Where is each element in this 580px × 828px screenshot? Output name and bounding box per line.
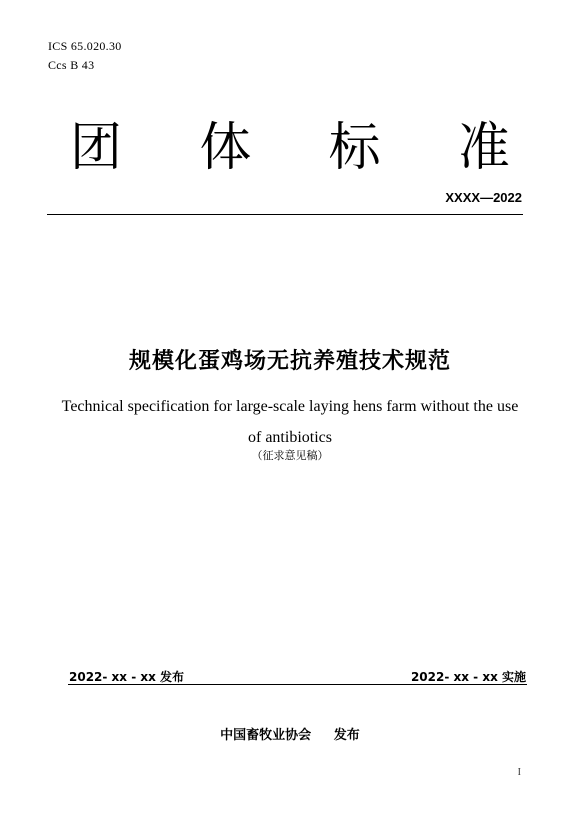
standard-type-char: 准 [457,118,510,178]
publisher: 中国畜牧业协会 发布 [220,728,360,743]
ccs-code: Ccs B 43 [48,58,95,72]
chinese-title: 规模化蛋鸡场无抗养殖技术规范 [128,349,451,374]
draft-status: （征求意见稿） [251,449,329,462]
footer-divider [68,684,527,685]
page-number: I [517,767,521,778]
standard-type-char: 团 [70,118,123,178]
standard-type-char: 标 [328,118,381,178]
publish-date: 2022- xx - xx 发布 [69,670,185,684]
header-divider [47,214,523,215]
standard-type-title [70,108,510,188]
classification-codes [48,37,122,75]
english-title-line: Technical specification for large-scale laying hens farm without the use [61,398,519,415]
english-title [40,391,540,453]
english-title-line: of antibiotics [248,429,332,446]
implement-date: 2022- xx - xx 实施 [410,670,526,684]
ics-code: ICS 65.020.30 [48,39,122,53]
standard-type-char: 体 [199,118,252,178]
standard-number: XXXX—2022 [445,190,522,205]
